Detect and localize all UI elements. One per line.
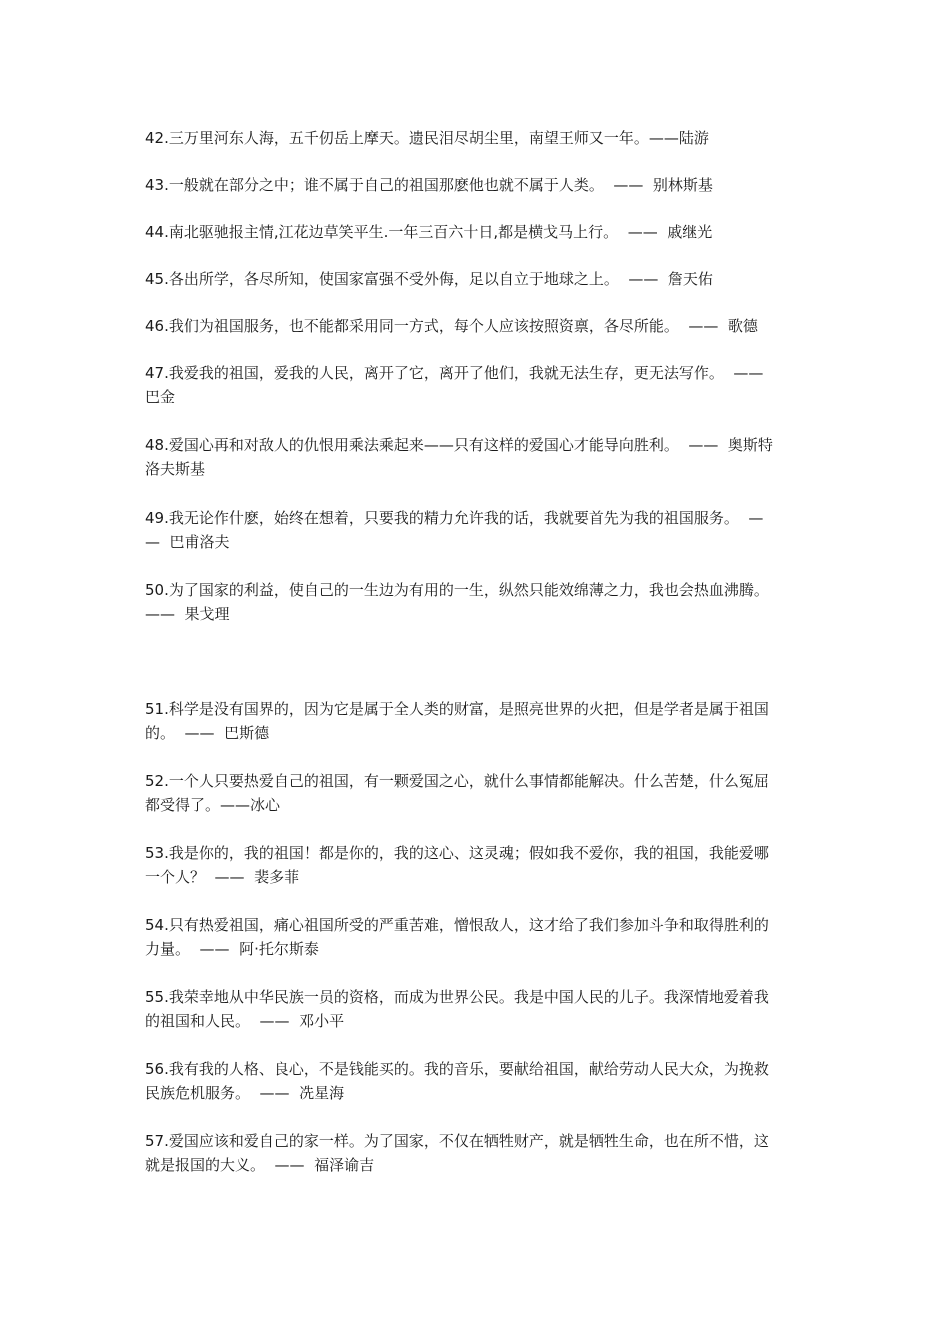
- quote-51: 51.科学是没有国界的，因为它是属于全人类的财富，是照亮世界的火把，但是学者是属于祖国 的。 —— 巴斯德: [145, 700, 769, 742]
- quote-56: 56.我有我的人格、良心，不是钱能买的。我的音乐，要献给祖国，献给劳动人民大众，为挽救 民族危机服务。 —— 冼星海: [145, 1060, 769, 1102]
- quote-42: 42.三万里河东人海，五千仞岳上摩天。遗民泪尽胡尘里，南望王师又一年。——陆游: [145, 129, 709, 147]
- quote-55: 55.我荣幸地从中华民族一员的资格，而成为世界公民。我是中国人民的儿子。我深情地爱着我 的祖国和人民。 —— 邓小平: [145, 988, 769, 1030]
- quote-47: 47.我爱我的祖国，爱我的人民，离开了它，离开了他们，我就无法生存，更无法写作。 —— 巴金: [145, 364, 764, 406]
- quote-45: 45.各出所学，各尽所知，使国家富强不受外侮，足以自立于地球之上。 —— 詹天佑: [145, 270, 713, 288]
- quote-44: 44.南北驱驰报主情,江花边草笑平生.一年三百六十日,都是横戈马上行。 —— 戚继光: [145, 223, 713, 241]
- quote-43: 43.一般就在部分之中；谁不属于自己的祖国那麽他也就不属于人类。 —— 别林斯基: [145, 176, 713, 194]
- quote-52: 52.一个人只要热爱自己的祖国，有一颗爱国之心，就什么事情都能解决。什么苦楚，什么冤屈 都受得了。——冰心: [145, 772, 769, 814]
- quote-50: 50.为了国家的利益，使自己的一生边为有用的一生，纵然只能效绵薄之力，我也会热血沸腾。 —— 果戈理: [145, 581, 769, 623]
- quote-53: 53.我是你的，我的祖国！都是你的，我的这心、这灵魂；假如我不爱你，我的祖国，我能爱哪 一个人？ —— 裴多菲: [145, 844, 769, 886]
- quote-46: 46.我们为祖国服务，也不能都采用同一方式，每个人应该按照资禀，各尽所能。 —— 歌德: [145, 317, 758, 335]
- quote-57: 57.爱国应该和爱自己的家一样。为了国家，不仅在牺牲财产，就是牺牲生命，也在所不惜，这 就是报国的大义。 —— 福泽谕吉: [145, 1132, 769, 1174]
- quote-48: 48.爱国心再和对敌人的仇恨用乘法乘起来——只有这样的爱国心才能导向胜利。 —— 奥斯特 洛夫斯基: [145, 436, 773, 478]
- quote-49: 49.我无论作什麽，始终在想着，只要我的精力允许我的话，我就要首先为我的祖国服务。 — — 巴甫洛夫: [145, 509, 764, 551]
- quote-54: 54.只有热爱祖国，痛心祖国所受的严重苦难，憎恨敌人，这才给了我们参加斗争和取得胜利的 力量。 —— 阿·托尔斯泰: [145, 916, 769, 958]
